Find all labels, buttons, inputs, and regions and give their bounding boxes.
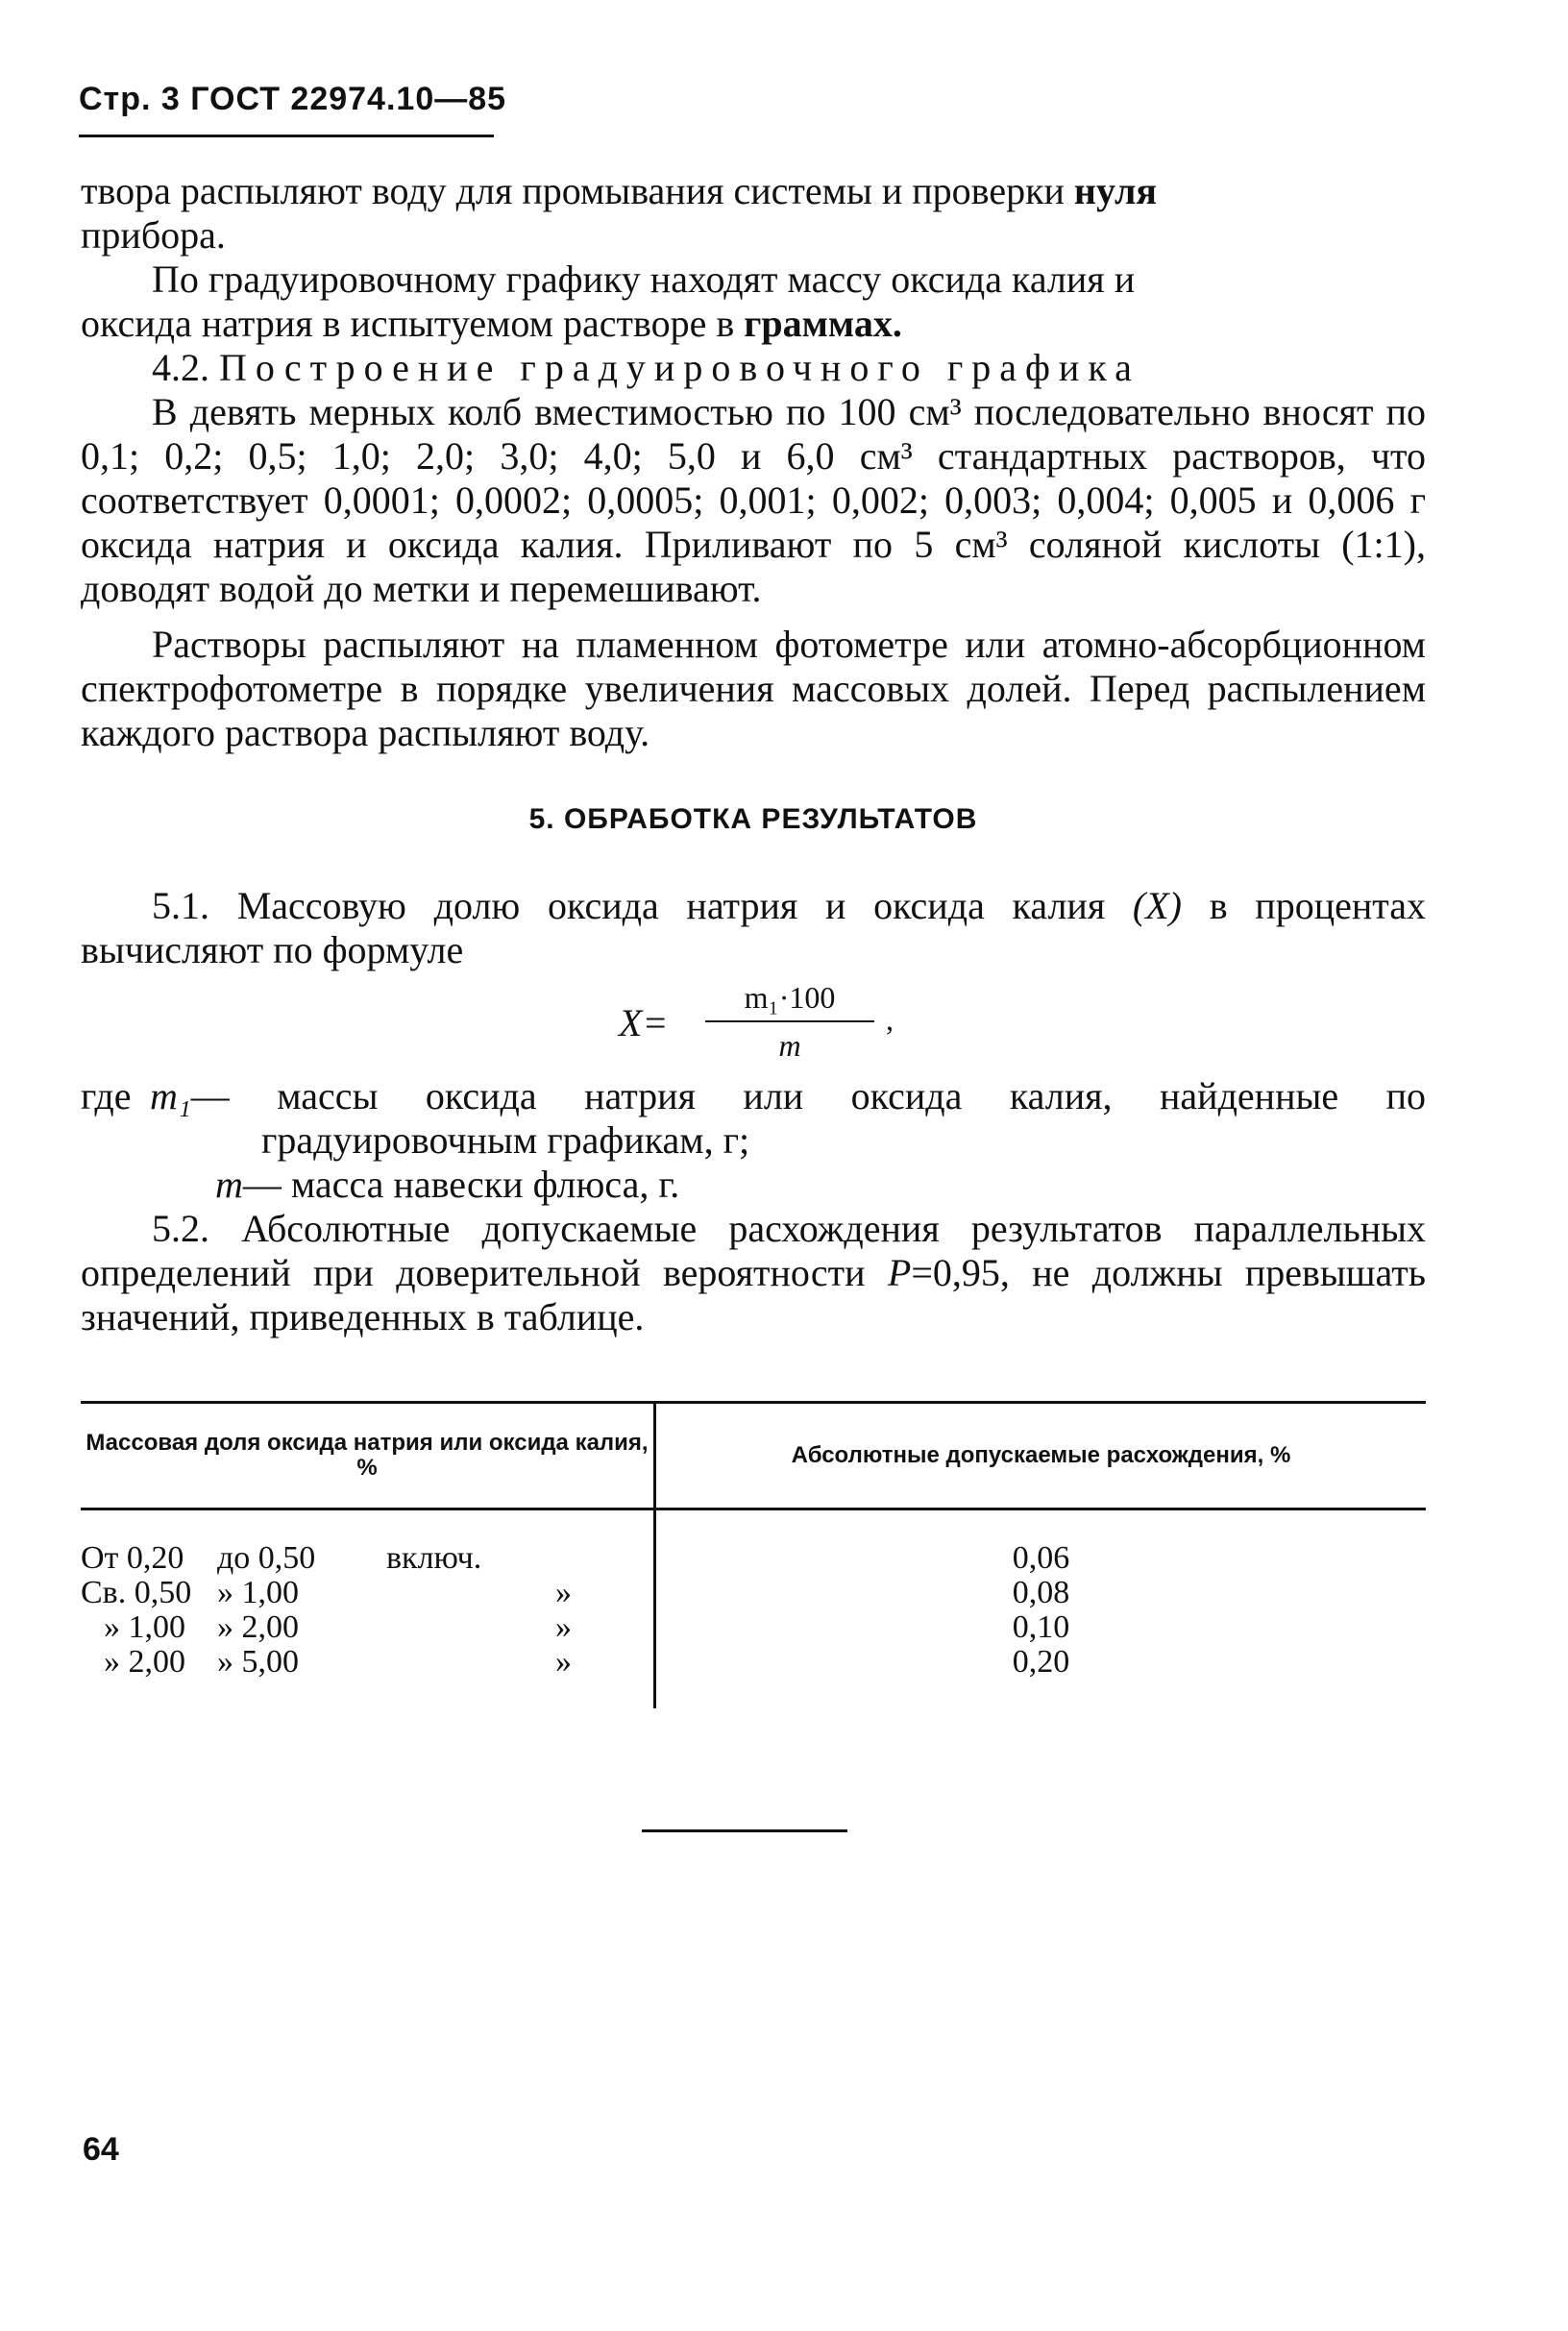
page-header: Стр. 3 ГОСТ 22974.10—85 (79, 81, 507, 117)
table-cell: до 0,50 (217, 1540, 316, 1576)
variable-m: m (215, 1163, 243, 1206)
text-run: =0,95, не должны превышать значений, приведенных в таблице. (81, 1251, 1427, 1338)
formula-lhs: X= (619, 1001, 669, 1044)
tolerance-table (81, 1401, 1426, 1708)
variable-x: (X) (1132, 884, 1182, 927)
section-title-spaced: Построение градуировочного графика (219, 346, 1140, 389)
text-run: прибора. (81, 213, 226, 257)
text-run: По градуировочному графику находят массу оксида калия и (152, 258, 1136, 301)
page-number: 64 (83, 2131, 119, 2168)
where-m1-text (150, 1074, 1426, 1118)
table-header (81, 1404, 1426, 1510)
variable-m1: m₁ (150, 1074, 191, 1117)
text-run: 5.2. Абсолютные допускаемые расхождения результатов параллельных определений при доверительной вероятности (81, 1207, 1426, 1294)
table-header-col2: Абсолютные допускаемые расхождения, % (791, 1442, 1291, 1468)
paragraph-5-2 (81, 1207, 1426, 1339)
formula-denominator: m (778, 1028, 801, 1063)
end-rule (642, 1829, 847, 1832)
text-run: — масса навески флюса, г. (242, 1163, 680, 1206)
text-run: твора распыляют воду для промывания системы и проверки (81, 169, 1074, 212)
table-cell: » 1,00 (104, 1609, 185, 1645)
table-col1 (81, 1510, 653, 1708)
section-5-title: 5. ОБРАБОТКА РЕЗУЛЬТАТОВ (528, 803, 978, 835)
where-m (81, 1163, 1426, 1207)
table-row (81, 1576, 653, 1610)
table-cell: » 2,00 (104, 1644, 185, 1680)
table-cell: Св. 0,50 (81, 1575, 192, 1610)
variable-p: P (887, 1251, 912, 1294)
table-cell: » (555, 1609, 572, 1645)
fraction-bar (705, 1020, 874, 1022)
text-run: 5.1. Массовую долю оксида натрия и оксида калия (152, 884, 1133, 927)
table-row (81, 1610, 653, 1645)
table-cell: » 2,00 (217, 1609, 299, 1645)
text-run: в процентах вычисляют по формуле (81, 884, 1426, 971)
where-m1-continuation: градуировочным графикам, г; (261, 1118, 750, 1162)
paragraph-continuation (81, 169, 1426, 258)
paragraph-flasks: В девять мерных колб вместимостью по 100 см³ последовательно вносят по 0,1; 0,2; 0,5; 1,0; 2,0; 3,0; 4,0; 5,0 и 6,0 см³ стандартных растворов, что соответствует 0,0001; 0,0002; 0,0005; 0,001; 0,002; 0,003; 0,004; 0,005 и 0,006 г оксида натрия и оксида калия. Приливают по 5 см³ соляной кислоты (1:1), доводят водой до метки и перемешивают. (81, 390, 1426, 610)
table-row (81, 1645, 653, 1680)
table-cell: » (555, 1575, 572, 1610)
text-run: оксида натрия в испытуемом растворе в (81, 302, 745, 345)
header-rule (79, 135, 494, 137)
table-cell-value: 0,10 (1012, 1609, 1070, 1645)
document-body (81, 169, 1426, 1339)
table-cell-value: 0,06 (1012, 1540, 1070, 1576)
table-col2 (656, 1510, 1426, 1708)
formula-fraction (705, 978, 874, 1065)
paragraph-graph (81, 258, 1426, 346)
text-run-bold: нуля (1073, 169, 1158, 212)
paragraph-spraying: Растворы распыляют на пламенном фотометре или атомно-абсорбционном спектрофотометре в порядке увеличения массовых долей. Перед распылением каждого раствора распыляют воду. (81, 623, 1426, 754)
table-cell: От 0,20 (81, 1540, 184, 1576)
section-4-2-heading (81, 346, 1426, 390)
table-cell: включ. (386, 1540, 482, 1576)
formula (81, 978, 1426, 1070)
formula-numerator: m₁·100 (744, 980, 836, 1015)
table-cell-value: 0,08 (1012, 1575, 1070, 1610)
table-cell: » 5,00 (217, 1644, 299, 1680)
text-run: — массы оксида натрия или оксида калия, найденные по (190, 1074, 1426, 1117)
table-body (81, 1510, 1426, 1708)
table-header-col1: Массовая доля оксида натрия или оксида калия, % (86, 1430, 649, 1481)
formula-comma: , (886, 1002, 894, 1037)
paragraph-5-1 (81, 884, 1426, 972)
table-row (81, 1541, 653, 1576)
where-m1 (81, 1074, 1426, 1118)
table-cell: » (555, 1644, 572, 1680)
where-label: где (81, 1074, 132, 1117)
section-number: 4.2. (152, 346, 209, 389)
text-run-bold: граммах. (744, 302, 902, 345)
table-cell-value: 0,20 (1012, 1644, 1070, 1680)
table-cell: » 1,00 (217, 1575, 299, 1610)
